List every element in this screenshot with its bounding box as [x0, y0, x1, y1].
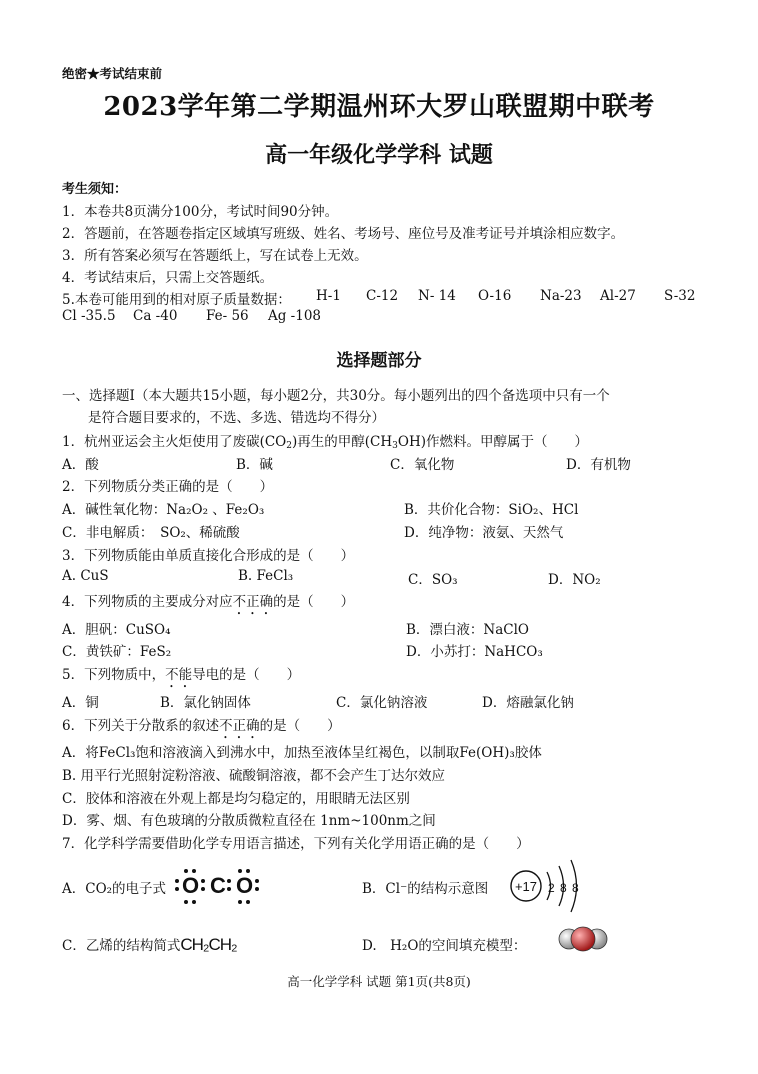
q5-option-c: C．氯化钠溶液 — [336, 695, 428, 711]
notice-item-2: 2．答题前，在答题卷指定区域填写班级、姓名、考场号、座位号及准考证号并填涂相应数字。 — [62, 226, 625, 242]
mass-cl: Cl -35.5 — [62, 308, 116, 324]
ion-shell-2: 8 — [560, 881, 567, 895]
q7-option-a-label: A．CO₂的电子式 — [62, 881, 167, 897]
q5-emphasis: 不能 — [165, 667, 193, 683]
q1-option-a: A．酸 — [62, 457, 99, 473]
q4-option-a: A．胆矾：CuSO₄ — [62, 622, 171, 638]
section-title: 选择题部分 — [336, 351, 422, 371]
q6-option-c: C．胶体和溶液在外观上都是均匀稳定的，用眼睛无法区别 — [62, 791, 410, 807]
q7-option-b-label: B．Cl⁻的结构示意图 — [362, 881, 489, 897]
notice-item-5-prefix: 5.本卷可能用到的相对原子质量数据： — [62, 292, 291, 308]
q4-option-b: B．漂白液：NaClO — [406, 622, 529, 638]
question-5-stem — [62, 663, 300, 691]
notice-item-4: 4．考试结束后，只需上交答题纸。 — [62, 270, 274, 286]
notice-item-5 — [62, 288, 291, 308]
q1-option-c: C．氧化物 — [390, 457, 455, 473]
exam-title: 2023学年第二学期温州环大罗山联盟期中联考 — [103, 92, 655, 122]
q1-text-b: )再生的甲醇(CH — [292, 434, 393, 450]
notice-item-1: 1．本卷共8页满分100分，考试时间90分钟。 — [62, 204, 339, 220]
part1-instruction: 一、选择题Ⅰ（本大题共15小题，每小题2分，共30分。每小题列出的四个备选项中只有一个 — [62, 388, 610, 404]
q2-option-a: A．碱性氧化物：Na₂O₂ 、Fe₂O₃ — [62, 502, 265, 518]
ethylene-formula: CH₂CH₂ — [180, 935, 237, 954]
q2-option-c: C．非电解质： SO₂、稀硫酸 — [62, 525, 240, 541]
mass-c: C-12 — [366, 288, 399, 304]
q6-emphasis: 不正确 — [219, 718, 260, 734]
ion-shell-1: 2 — [548, 881, 555, 895]
q1-option-b: B．碱 — [236, 457, 273, 473]
q3-option-c: C．SO₃ — [408, 572, 458, 588]
question-1-stem — [62, 430, 588, 451]
notice-heading: 考生须知： — [62, 182, 128, 197]
q6-text-pre: 6．下列关于分散系的叙述 — [62, 718, 220, 734]
q1-option-d: D．有机物 — [566, 457, 631, 473]
question-6-stem — [62, 714, 341, 742]
q5-text-pre: 5．下列物质中， — [62, 667, 166, 683]
mass-h: H-1 — [316, 288, 341, 304]
q7-option-c-label — [62, 934, 237, 955]
mass-na: Na-23 — [540, 288, 582, 304]
q6-text-post: 的是（ ） — [259, 718, 341, 734]
exam-subtitle: 高一年级化学学科 试题 — [265, 142, 493, 168]
question-7-stem: 7．化学科学需要借助化学专用语言描述，下列有关化学用语正确的是（ ） — [62, 836, 530, 852]
q1-text-c: OH)作燃料。甲醇属于（ ） — [397, 434, 588, 450]
lewis-atom-o-right: O — [236, 873, 254, 898]
mass-n: N- 14 — [418, 288, 456, 304]
q2-option-b: B．共价化合物：SiO₂、HCl — [404, 502, 579, 518]
q4-emphasis: 不正确 — [232, 594, 274, 610]
q7-c-text: C．乙烯的结构简式 — [62, 938, 181, 954]
chloride-ion-structure-diagram — [504, 858, 584, 914]
q4-text-pre: 4．下列物质的主要成分对应 — [62, 594, 233, 610]
q4-option-c: C．黄铁矿：FeS₂ — [62, 644, 172, 660]
q1-sub-1: 2 — [286, 441, 292, 451]
part1-instruction-cont: 是符合题目要求的，不选、多选、错选均不得分） — [88, 410, 385, 426]
q5-option-a: A．铜 — [62, 695, 99, 711]
mass-al: Al-27 — [600, 288, 636, 304]
mass-ca: Ca -40 — [133, 308, 178, 324]
q3-option-a: A. CuS — [62, 568, 109, 584]
question-2-stem: 2．下列物质分类正确的是（ ） — [62, 479, 274, 495]
co2-lewis-structure — [174, 866, 260, 906]
q6-option-a: A．将FeCl₃饱和溶液滴入到沸水中，加热至液体呈红褐色，以制取Fe(OH)₃胶体 — [62, 745, 542, 761]
q2-option-d: D．纯净物：液氨、天然气 — [404, 525, 564, 541]
question-4-stem — [62, 590, 354, 618]
q6-option-b: B. 用平行光照射淀粉溶液、硫酸铜溶液，都不会产生丁达尔效应 — [62, 768, 446, 784]
mass-fe: Fe- 56 — [206, 308, 249, 324]
q3-option-d: D．NO₂ — [548, 572, 601, 588]
question-3-stem: 3．下列物质能由单质直接化合形成的是（ ） — [62, 548, 355, 564]
q6-option-d: D．雾、烟、有色玻璃的分散质微粒直径在 1nm~100nm之间 — [62, 813, 436, 829]
q7-option-d-label: D. H₂O的空间填充模型： — [362, 938, 527, 954]
notice-item-3: 3．所有答案必须写在答题纸上，写在试卷上无效。 — [62, 248, 368, 264]
lewis-atom-o-left: O — [182, 873, 200, 898]
q4-text-post: 的是（ ） — [273, 594, 355, 610]
q4-option-d: D．小苏打：NaHCO₃ — [406, 644, 543, 660]
q5-option-d: D．熔融氯化钠 — [482, 695, 574, 711]
q1-text-a: 1．杭州亚运会主火炬使用了废碳(CO — [62, 434, 287, 450]
q5-option-b: B．氯化钠固体 — [160, 695, 251, 711]
mass-ag: Ag -108 — [268, 308, 322, 324]
q3-option-b: B. FeCl₃ — [238, 568, 294, 584]
q5-text-post: 导电的是（ ） — [192, 667, 301, 683]
confidential-label: 绝密★考试结束前 — [62, 66, 163, 81]
mass-s: S-32 — [664, 288, 696, 304]
ion-shell-3: 8 — [572, 881, 579, 895]
lewis-atom-c: C — [210, 873, 226, 898]
page-footer: 高一化学学科 试题 第1页(共8页) — [287, 974, 471, 989]
water-space-filling-model — [556, 924, 610, 956]
q1-sub-2: 3 — [392, 441, 398, 451]
ion-nucleus-charge: +17 — [514, 879, 538, 894]
mass-o: O-16 — [478, 288, 512, 304]
